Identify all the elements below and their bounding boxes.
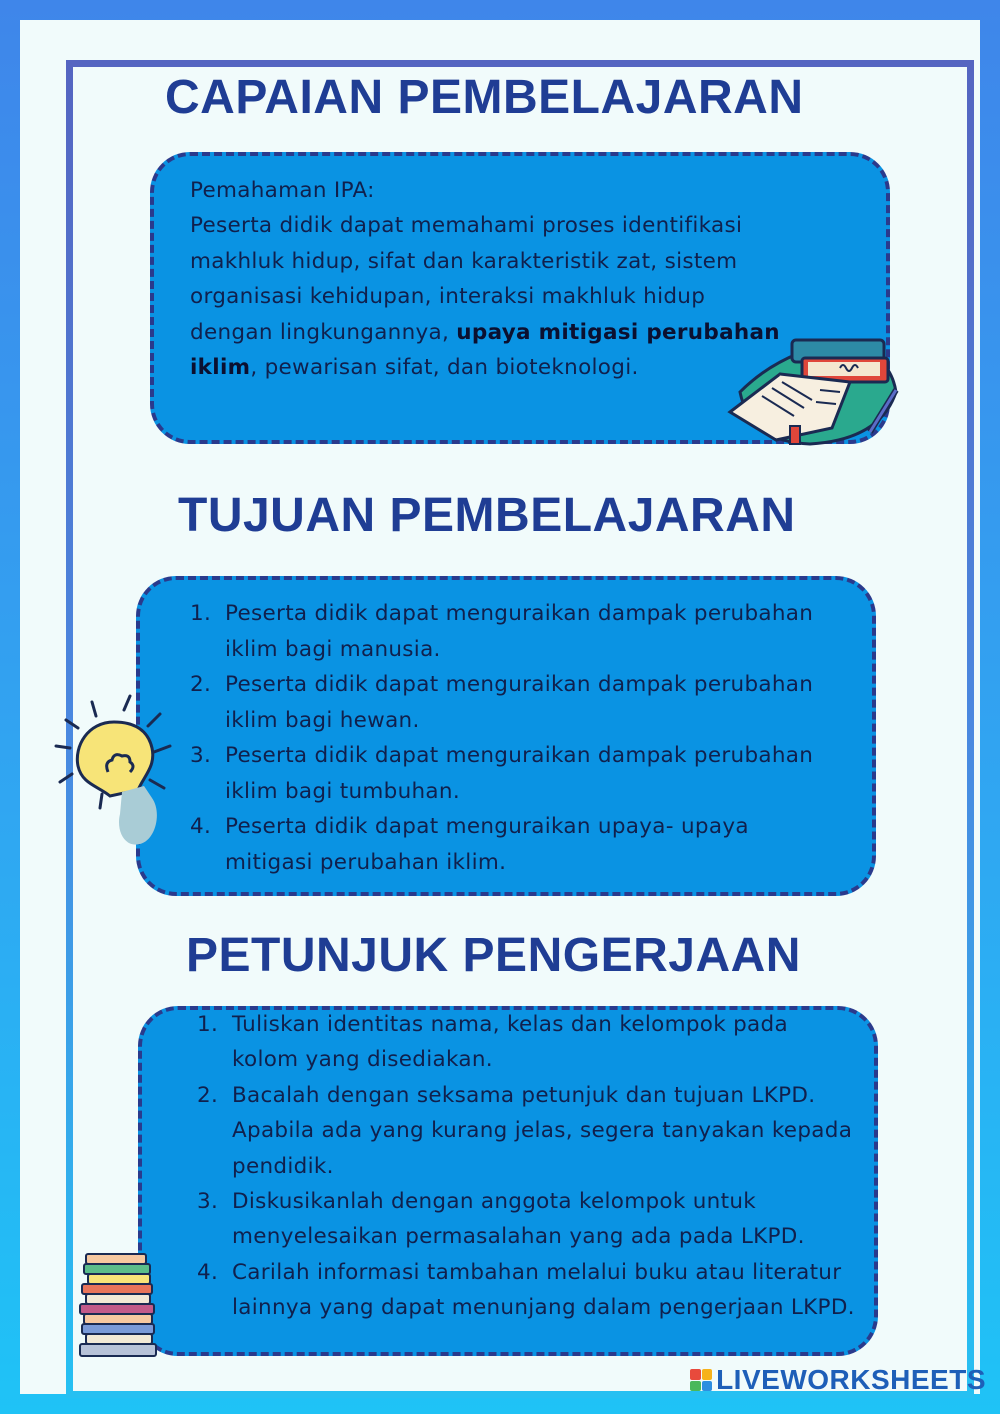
list-item-text: Peserta didik dapat menguraikan upaya- upaya mitigasi perubahan iklim. [225, 814, 749, 875]
logo-block-green [690, 1381, 701, 1392]
list-item [190, 667, 818, 738]
list-item [197, 1184, 855, 1255]
list-item-text: Peserta didik dapat menguraikan dampak perubahan iklim bagi tumbuhan. [225, 743, 814, 804]
capaian-text [190, 208, 790, 386]
list-item-number: 1. [190, 601, 212, 626]
logo-block-blue [702, 1381, 713, 1392]
logo-block-yellow [702, 1369, 713, 1380]
book-stack-icon [76, 1250, 176, 1360]
capaian-text-after: , pewarisan sifat, dan bioteknologi. [250, 355, 639, 380]
list-item-text: Peserta didik dapat menguraikan dampak perubahan iklim bagi hewan. [225, 672, 814, 733]
tujuan-list [190, 596, 818, 880]
list-item-text: Diskusikanlah dengan anggota kelompok untuk menyelesaikan permasalahan yang ada pada LKPD. [232, 1189, 805, 1250]
liveworksheets-logo-icon [690, 1369, 712, 1391]
petunjuk-title: PETUNJUK PENGERJAAN [186, 929, 801, 982]
capaian-intro: Pemahaman IPA: [190, 178, 375, 203]
tujuan-title: TUJUAN PEMBELAJARAN [178, 489, 796, 542]
capaian-text-bold: upaya mitigasi perubahan iklim [190, 319, 780, 380]
list-item [197, 1255, 855, 1326]
brand-text: LIVEWORKSHEETS [716, 1364, 986, 1395]
list-item [190, 596, 818, 667]
list-item [197, 1078, 855, 1184]
logo-block-red [690, 1369, 701, 1380]
list-item [190, 738, 818, 809]
list-item-text: Peserta didik dapat menguraikan dampak perubahan iklim bagi manusia. [225, 601, 814, 662]
list-item-number: 4. [197, 1259, 219, 1285]
open-book-stack-icon [720, 332, 900, 448]
liveworksheets-brand [690, 1364, 986, 1396]
list-item-number: 3. [197, 1189, 219, 1215]
capaian-text-before: Peserta didik dapat memahami proses identifikasi makhluk hidup, sifat dan karakteristik zat, sistem organisasi kehidupan, interaksi makhluk hidup dengan lingkungannya, [190, 213, 743, 345]
list-item-text: Carilah informasi tambahan melalui buku atau literatur lainnya yang dapat menunjang dalam pengerjaan LKPD. [232, 1259, 855, 1321]
list-item-number: 2. [197, 1082, 219, 1108]
list-item-text: Bacalah dengan seksama petunjuk dan tujuan LKPD. Apabila ada yang kurang jelas, segera tanyakan kepada pendidik. [232, 1082, 853, 1179]
list-item [190, 809, 818, 880]
list-item-number: 4. [190, 814, 212, 839]
list-item [197, 1007, 855, 1078]
list-item-number: 1. [197, 1012, 219, 1037]
capaian-title: CAPAIAN PEMBELAJARAN [165, 71, 804, 124]
petunjuk-list [197, 1007, 855, 1326]
list-item-number: 2. [190, 672, 212, 697]
list-item-number: 3. [190, 743, 212, 768]
list-item-text: Tuliskan identitas nama, kelas dan kelompok pada kolom yang disediakan. [232, 1012, 788, 1073]
light-bulb-icon [52, 690, 182, 850]
